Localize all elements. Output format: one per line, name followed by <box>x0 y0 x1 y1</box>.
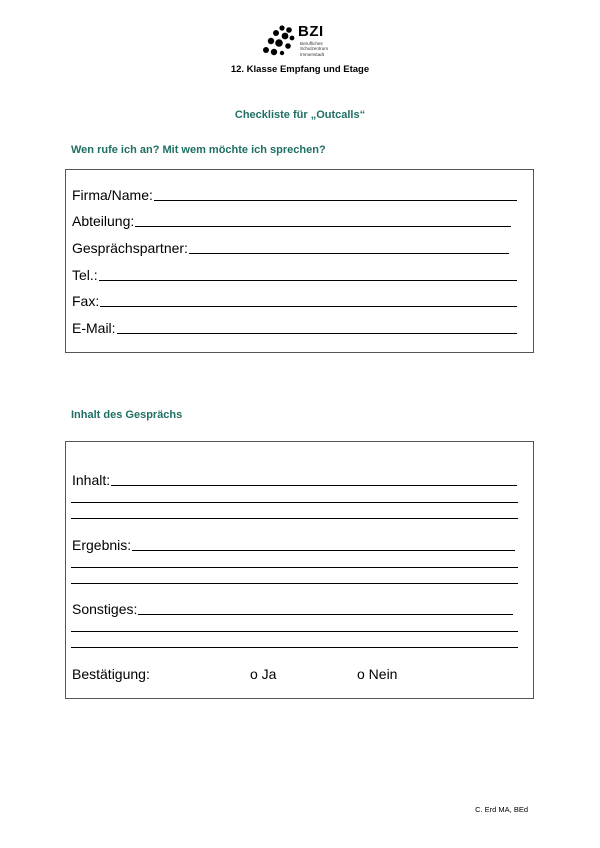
logo-subtitle-line: Schulzentrum <box>300 46 329 52</box>
field-label: Abteilung: <box>72 213 135 229</box>
fill-line <box>189 253 509 254</box>
field-result[interactable] <box>72 537 515 553</box>
content-extra-line[interactable] <box>71 502 518 503</box>
fill-line <box>111 485 517 486</box>
fill-line <box>135 226 511 227</box>
field-email[interactable] <box>72 320 517 336</box>
dots-logo-icon <box>262 24 296 58</box>
class-line: 12. Klasse Empfang und Etage <box>230 64 370 75</box>
footer-author: C. Erd MA, BEd <box>475 805 528 814</box>
field-label: Ergebnis: <box>72 537 132 553</box>
logo-subtitle-line: Immenstadt <box>300 51 324 57</box>
confirmation-option-no[interactable]: o Nein <box>357 666 398 682</box>
field-label: Fax: <box>72 293 100 309</box>
section-heading-caller: Wen rufe ich an? Mit wem möchte ich sprechen? <box>71 144 326 156</box>
field-content[interactable] <box>72 472 517 488</box>
field-label: Firma/Name: <box>72 187 153 203</box>
result-extra-line[interactable] <box>71 567 518 568</box>
confirmation-label: Bestätigung: <box>72 666 150 682</box>
result-extra-line[interactable] <box>71 583 518 584</box>
field-contact-person[interactable] <box>72 240 509 256</box>
logo-title: BZI <box>298 23 324 40</box>
fill-line <box>138 614 513 615</box>
field-label: E-Mail: <box>72 320 116 336</box>
fill-line <box>117 333 517 334</box>
section-heading-conversation: Inhalt des Gesprächs <box>71 409 183 421</box>
logo-subtitle <box>300 41 328 57</box>
contact-fields-box <box>65 169 534 353</box>
fill-line <box>100 306 517 307</box>
conversation-fields-box <box>65 441 534 699</box>
document-title: Checkliste für „Outcalls“ <box>234 109 366 121</box>
field-label: Inhalt: <box>72 472 111 488</box>
fill-line <box>132 550 515 551</box>
field-fax[interactable] <box>72 293 517 309</box>
field-label: Tel.: <box>72 267 98 283</box>
other-extra-line[interactable] <box>71 631 518 632</box>
field-phone[interactable] <box>72 267 517 283</box>
content-extra-line[interactable] <box>71 518 518 519</box>
logo-subtitle-line: Berufliches <box>300 41 323 46</box>
field-label: Gesprächspartner: <box>72 240 188 256</box>
confirmation-option-yes[interactable]: o Ja <box>250 666 277 682</box>
fill-line <box>154 200 517 201</box>
other-extra-line[interactable] <box>71 647 518 648</box>
school-logo <box>262 24 342 58</box>
field-other[interactable] <box>72 601 513 617</box>
field-label: Sonstiges: <box>72 601 138 617</box>
fill-line <box>99 280 517 281</box>
field-department[interactable] <box>72 213 511 229</box>
field-company[interactable] <box>72 187 517 203</box>
